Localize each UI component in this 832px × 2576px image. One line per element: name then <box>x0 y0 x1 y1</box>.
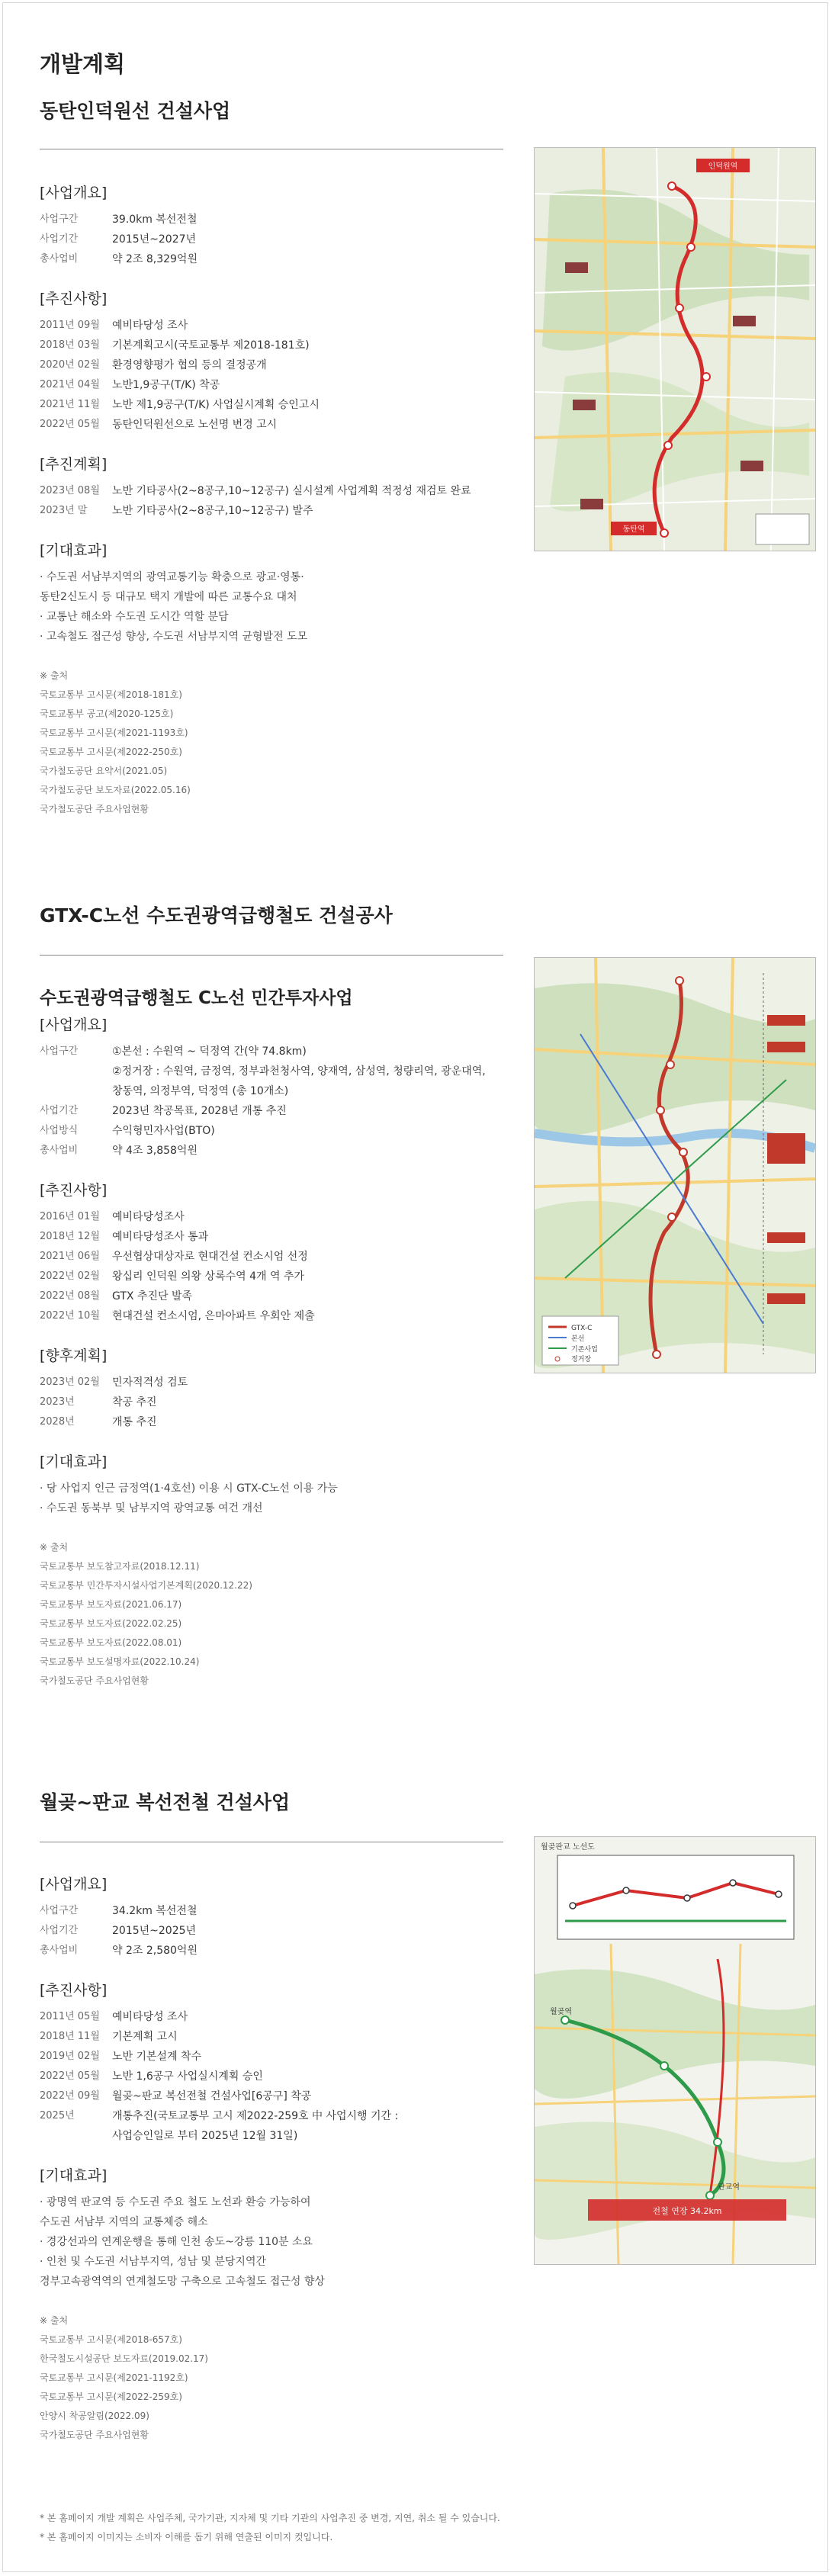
info-row-value: 약 2조 8,329억원 <box>112 253 198 265</box>
info-row-value-line: 약 2조 2,580억원 <box>112 1945 198 1957</box>
plan-list <box>40 1373 512 1432</box>
info-row-label: 사업구간 <box>40 214 79 225</box>
section-title: 동탄인덕원선 건설사업 <box>40 100 231 122</box>
text-line: 국토교통부 민간투자시설사업기본계획(2020.12.22) <box>40 1580 252 1591</box>
info-row-value: 노반 기타공사(2~8공구,10~12공구) 발주 <box>112 505 313 517</box>
info-row <box>40 375 512 395</box>
info-row <box>40 1941 512 1961</box>
sources-heading: ※ 출처 <box>40 670 69 681</box>
info-row <box>40 1267 512 1286</box>
info-row <box>40 249 512 269</box>
section-dongtan-induckwon <box>40 99 816 814</box>
text-line: 경부고속광역역의 연계철도망 구축으로 고속철도 접근성 향상 <box>40 2276 325 2288</box>
info-row <box>40 1227 512 1247</box>
route-map-svg <box>535 1837 815 2264</box>
info-row-value <box>112 2086 512 2106</box>
info-row-value: 착공 추진 <box>112 1396 157 1408</box>
info-row <box>40 415 512 435</box>
info-row-label: 사업기간 <box>40 1925 79 1936</box>
info-row-value: 예비타당성조사 통과 <box>112 1231 209 1243</box>
footer-line: * 본 홈페이지 이미지는 소비자 이해를 돕기 위해 연출된 이미지 컷입니다. <box>40 2532 333 2542</box>
section-text-column <box>40 1873 512 2445</box>
info-row-label: 2022년 08월 <box>40 1290 100 1302</box>
text-line: · 경강선과의 연계운행을 통해 인천 송도~강릉 110분 소요 <box>40 2236 313 2248</box>
text-line: 국토교통부 고시문(제2021-1192호) <box>40 2372 188 2383</box>
section-title: 월곶~판교 복선전철 건설사업 <box>40 1791 291 1813</box>
effect-list <box>40 1479 512 1518</box>
info-row-value-line: 2023년 착공목표, 2028년 개통 추진 <box>112 1105 287 1117</box>
text-line: · 고속철도 접근성 향상, 수도권 서남부지역 균형발전 도모 <box>40 631 308 643</box>
info-row <box>40 2027 512 2047</box>
info-row <box>40 230 512 249</box>
info-row-value <box>112 1101 512 1121</box>
info-row <box>40 1306 512 1326</box>
route-map-svg <box>535 958 815 1373</box>
info-row-value: 동탄인덕원선으로 노선명 변경 고시 <box>112 419 278 431</box>
effect-list <box>40 2192 512 2292</box>
info-row-label: 2018년 12월 <box>40 1231 100 1242</box>
info-row-value-line: 노반 기본설계 착수 <box>112 2051 202 2063</box>
progress-list <box>40 2007 512 2146</box>
info-row-label: 사업구간 <box>40 1045 79 1057</box>
text-line: · 당 사업지 인근 금정역(1·4호선) 이용 시 GTX-C노선 이용 가능 <box>40 1482 338 1495</box>
effect-heading: [기대효과] <box>40 2167 108 2184</box>
effect-heading: [기대효과] <box>40 1453 108 1470</box>
section-gtx-c <box>40 904 816 1686</box>
info-row-value: 우선협상대상자로 현대건설 컨소시엄 선정 <box>112 1251 308 1263</box>
section-title: GTX-C노선 수도권광역급행철도 건설공사 <box>40 904 393 927</box>
progress-heading: [추진사항] <box>40 1982 108 1999</box>
info-row-value <box>112 2027 512 2047</box>
info-row <box>40 316 512 336</box>
info-row-value-line: 약 4조 3,858억원 <box>112 1145 198 1157</box>
text-line: 수도권 서남부 지역의 교통체증 해소 <box>40 2216 208 2228</box>
info-row-label: 2011년 05월 <box>40 2011 100 2022</box>
sources-list <box>40 2330 512 2445</box>
footer-line: * 본 홈페이지 개발 계획은 사업주체, 국가기관, 지자체 및 기타 기관의 사업추진 중 변경, 지연, 취소 될 수 있습니다. <box>40 2513 500 2523</box>
info-row <box>40 2067 512 2086</box>
text-line: · 교통난 해소와 수도권 도시간 역할 분담 <box>40 611 229 623</box>
info-row-label: 2023년 02월 <box>40 1376 100 1388</box>
route-map-svg <box>535 148 815 551</box>
map-label-end: 동탄역 <box>622 525 645 534</box>
effect-list <box>40 567 512 647</box>
info-row-label: 사업구간 <box>40 1905 79 1916</box>
info-row-label: 2019년 02월 <box>40 2051 100 2062</box>
info-row-value <box>112 1941 512 1961</box>
overview-heading: [사업개요] <box>40 1876 108 1893</box>
text-line: 국가철도공단 요약서(2021.05) <box>40 766 168 776</box>
info-row <box>40 1101 512 1121</box>
text-line: 국토교통부 고시문(제2018-657호) <box>40 2334 182 2345</box>
overview-heading: [사업개요] <box>40 185 108 201</box>
text-line: 국토교통부 보도자료(2022.08.01) <box>40 1637 182 1648</box>
info-row-label: 2022년 05월 <box>40 419 100 430</box>
info-row-label: 2020년 02월 <box>40 359 100 371</box>
text-line: · 수도권 서남부지역의 광역교통기능 확충으로 광교·영통· <box>40 571 304 583</box>
info-row-value <box>112 2106 512 2146</box>
info-row <box>40 1121 512 1141</box>
info-row-label: 2018년 11월 <box>40 2031 100 2042</box>
text-line: 국토교통부 고시문(제2022-259호) <box>40 2391 182 2402</box>
info-row-value <box>112 1141 512 1161</box>
info-row-value-line: 예비타당성 조사 <box>112 2011 188 2023</box>
text-line: 국토교통부 고시문(제2021-1193호) <box>40 728 188 738</box>
sources-block <box>40 666 512 819</box>
text-line: 국토교통부 보도자료(2022.02.25) <box>40 1618 182 1629</box>
info-row-value-line: 개통추진(국토교통부 고시 제2022-259호 中 사업시행 기간 : <box>112 2110 399 2122</box>
info-row <box>40 481 512 501</box>
text-line: 국가철도공단 보도자료(2022.05.16) <box>40 785 191 795</box>
overview-list <box>40 1042 512 1161</box>
info-row-value <box>112 2067 512 2086</box>
overview-list <box>40 210 512 269</box>
map-label-start: 인덕원역 <box>708 162 738 171</box>
info-row-value: 노반 제1,9공구(T/K) 사업실시계획 승인고시 <box>112 399 320 411</box>
info-row-label: 2023년 말 <box>40 505 88 516</box>
legend-item: 정거장 <box>571 1356 592 1363</box>
text-line: 국토교통부 보도설명자료(2022.10.24) <box>40 1656 200 1667</box>
info-row-value: 노반1,9공구(T/K) 착공 <box>112 379 220 391</box>
text-line: 국토교통부 보도자료(2021.06.17) <box>40 1599 182 1610</box>
info-row-label: 2016년 01월 <box>40 1211 100 1222</box>
info-row <box>40 1247 512 1267</box>
info-row <box>40 2106 512 2146</box>
info-row-value-line: 수익형민자사업(BTO) <box>112 1125 215 1137</box>
info-row-value-line: 2015년~2025년 <box>112 1925 197 1937</box>
info-row <box>40 501 512 521</box>
info-row-label: 사업기간 <box>40 1105 79 1116</box>
text-line: 안양시 착공알림(2022.09) <box>40 2411 149 2421</box>
info-row-value-line: ①본선 : 수원역 ~ 덕정역 간(약 74.8km) <box>112 1045 307 1058</box>
info-row-label: 사업방식 <box>40 1125 79 1136</box>
info-row-value: 노반 기타공사(2~8공구,10~12공구) 실시설계 사업계획 적정성 재검토 완료 <box>112 485 471 497</box>
legend-item: 기존사업 <box>571 1346 598 1354</box>
text-line: 국가철도공단 주요사업현황 <box>40 2430 149 2440</box>
section-text-column <box>40 984 512 1691</box>
info-row-value <box>112 1921 512 1941</box>
map-label-length: 전철 연장 34.2km <box>652 2206 722 2216</box>
sources-list <box>40 686 512 819</box>
info-row-value <box>112 1901 512 1921</box>
info-row <box>40 1392 512 1412</box>
map-label-end: 판교역 <box>718 2183 740 2192</box>
info-row <box>40 210 512 230</box>
section-subtitle: 수도권광역급행철도 C노선 민간투자사업 <box>40 988 353 1008</box>
info-row <box>40 2007 512 2027</box>
info-row <box>40 355 512 375</box>
info-row <box>40 1141 512 1161</box>
info-row <box>40 1207 512 1227</box>
text-line: · 수도권 동북부 및 남부지역 광역교통 여건 개선 <box>40 1502 263 1514</box>
section-wolgot-pangyo <box>40 1791 816 2440</box>
info-row <box>40 1042 512 1101</box>
info-row-label: 2025년 <box>40 2110 75 2122</box>
text-line: · 인천 및 수도권 서남부지역, 성남 및 분당지역간 <box>40 2256 267 2268</box>
map-label-start: 월곶역 <box>550 2008 572 2016</box>
route-map-image <box>534 1836 816 2265</box>
section-text-column <box>40 181 512 819</box>
info-row <box>40 1901 512 1921</box>
info-row-value: 환경영향평가 협의 등의 결정공개 <box>112 359 267 371</box>
info-row-label: 2022년 10월 <box>40 1310 100 1322</box>
text-line: 국가철도공단 주요사업현황 <box>40 804 149 814</box>
sources-heading: ※ 출처 <box>40 1542 69 1553</box>
plan-list <box>40 481 512 521</box>
info-row-value: 2015년~2027년 <box>112 233 197 246</box>
legend-item: GTX-C <box>571 1325 593 1332</box>
info-row <box>40 395 512 415</box>
info-row-value-line: ②정거장 : 수원역, 금정역, 정부과천청사역, 양재역, 삼성역, 청량리역, 광운대역, <box>112 1065 486 1078</box>
text-line: 한국철도시설공단 보도자료(2019.02.17) <box>40 2353 208 2364</box>
text-line: 국토교통부 고시문(제2018-181호) <box>40 689 182 700</box>
info-row-label: 총사업비 <box>40 1945 79 1956</box>
info-row-value-line: 사업승인일로 부터 2025년 12월 31일) <box>112 2130 298 2142</box>
info-row-value-line: 기본계획 고시 <box>112 2031 178 2043</box>
text-line: 국토교통부 고시문(제2022-250호) <box>40 747 182 757</box>
page-title: 개발계획 <box>40 51 126 77</box>
footer-disclaimer <box>40 2509 500 2547</box>
info-row-value: 개통 추진 <box>112 1416 157 1428</box>
info-row-label: 사업기간 <box>40 233 79 245</box>
info-row-label: 2018년 03월 <box>40 339 100 351</box>
progress-list <box>40 316 512 435</box>
info-row-label: 2011년 09월 <box>40 320 100 331</box>
info-row-label: 2023년 08월 <box>40 485 100 496</box>
text-line: 국토교통부 보도참고자료(2018.12.11) <box>40 1561 200 1572</box>
info-row-value <box>112 2007 512 2027</box>
map-title: 월곶판교 노선도 <box>541 1843 595 1852</box>
info-row <box>40 2086 512 2106</box>
info-row-label: 2021년 06월 <box>40 1251 100 1262</box>
info-row-value: 기본계획고시(국토교통부 제2018-181호) <box>112 339 310 352</box>
info-row-label: 총사업비 <box>40 253 79 265</box>
info-row-value <box>112 2047 512 2067</box>
sources-block <box>40 2311 512 2445</box>
info-row-value: 예비타당성조사 <box>112 1211 185 1223</box>
progress-heading: [추진사항] <box>40 1182 108 1199</box>
info-row-label: 총사업비 <box>40 1145 79 1156</box>
overview-heading: [사업개요] <box>40 1017 108 1033</box>
info-row-value-line: 월곶~판교 복선전철 건설사업[6공구] 착공 <box>112 2090 312 2102</box>
text-line: 동탄2신도시 등 대규모 택지 개발에 따른 교통수요 대처 <box>40 591 297 603</box>
text-line: 국토교통부 공고(제2020-125호) <box>40 708 174 719</box>
info-row-value-line: 노반 1,6공구 사업실시계획 승인 <box>112 2070 263 2083</box>
route-map-image <box>534 147 816 551</box>
info-row-label: 2022년 02월 <box>40 1270 100 1282</box>
sources-list <box>40 1557 512 1691</box>
text-line: · 광명역 판교역 등 수도권 주요 철도 노선과 환승 가능하여 <box>40 2196 311 2208</box>
info-row-value-line: 창동역, 의정부역, 덕정역 (총 10개소) <box>112 1085 289 1097</box>
info-row-value: 왕십리 인덕원 의왕 상록수역 4개 역 추가 <box>112 1270 304 1283</box>
info-row-label: 2021년 11월 <box>40 399 100 410</box>
sources-block <box>40 1538 512 1691</box>
info-row-value: 민자적격성 검토 <box>112 1376 188 1389</box>
text-line: 국가철도공단 주요사업현황 <box>40 1675 149 1686</box>
route-map-image <box>534 957 816 1373</box>
info-row <box>40 2047 512 2067</box>
section-divider <box>40 955 503 956</box>
sources-heading: ※ 출처 <box>40 2315 69 2326</box>
info-row <box>40 336 512 355</box>
overview-list <box>40 1901 512 1961</box>
info-row-label: 2021년 04월 <box>40 379 100 390</box>
plan-heading: [향후계획] <box>40 1347 108 1364</box>
info-row-value: GTX 추진단 발족 <box>112 1290 193 1302</box>
info-row <box>40 1286 512 1306</box>
progress-heading: [추진사항] <box>40 291 108 307</box>
info-row <box>40 1373 512 1392</box>
info-row-label: 2028년 <box>40 1416 75 1428</box>
info-row-value-line: 34.2km 복선전철 <box>112 1905 198 1917</box>
info-row-label: 2022년 09월 <box>40 2090 100 2102</box>
info-row-label: 2023년 <box>40 1396 75 1408</box>
info-row-value: 39.0km 복선전철 <box>112 214 198 226</box>
info-row-label: 2022년 05월 <box>40 2070 100 2082</box>
info-row <box>40 1412 512 1432</box>
info-row-value <box>112 1042 512 1101</box>
progress-list <box>40 1207 512 1326</box>
legend-item: 본선 <box>571 1335 585 1343</box>
info-row-value: 현대건설 컨소시엄, 은마아파트 우회안 제출 <box>112 1310 315 1322</box>
effect-heading: [기대효과] <box>40 542 108 559</box>
plan-heading: [추진계획] <box>40 456 108 473</box>
info-row <box>40 1921 512 1941</box>
info-row-value: 예비타당성 조사 <box>112 320 188 332</box>
info-row-value <box>112 1121 512 1141</box>
